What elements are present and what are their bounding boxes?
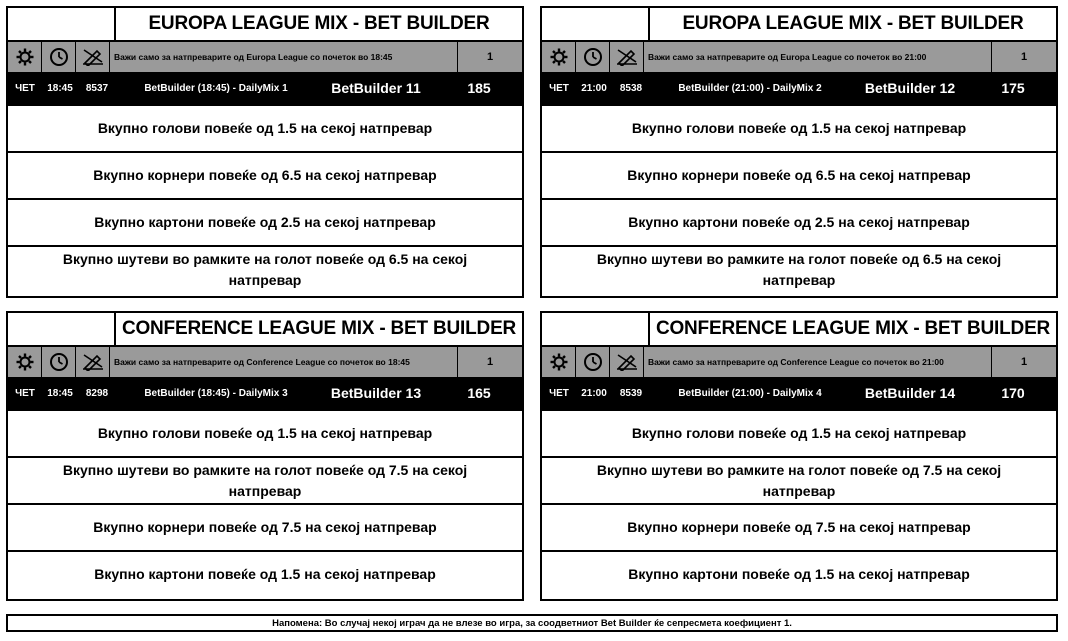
bet-code: 8539 xyxy=(619,387,643,399)
market-row: Вкупно картони повеќе од 1.5 на секој натпревар xyxy=(542,550,1056,597)
no-edit-icon xyxy=(610,42,644,72)
bet-card-conference-2100 xyxy=(540,311,1058,601)
gear-icon xyxy=(542,347,576,377)
market-row: Вкупно голови повеќе од 1.5 на секој натпревар xyxy=(542,409,1056,456)
clock-icon xyxy=(576,42,610,72)
validity-note: Важи само за натпреварите од Europa League со почеток во 21:00 xyxy=(644,42,992,72)
betbuilder-name: BetBuilder 11 xyxy=(331,80,421,96)
day: ЧЕТ xyxy=(15,82,35,94)
gear-icon xyxy=(8,347,42,377)
odds: 175 xyxy=(1001,80,1025,96)
market-row: Вкупно корнери повеќе од 6.5 на секој натпревар xyxy=(8,151,522,198)
time: 21:00 xyxy=(581,82,607,94)
footer-note: Напомена: Во случај некој играч да не влезе во игра, за соодветниот Bet Builder ќе сепресмета коефициент 1. xyxy=(6,614,1058,632)
clock-icon xyxy=(42,42,76,72)
market-row: Вкупно картони повеќе од 2.5 на секој натпревар xyxy=(542,198,1056,245)
mix-name: BetBuilder (18:45) - DailyMix 3 xyxy=(144,387,288,399)
no-edit-icon xyxy=(610,347,644,377)
bet-code: 8537 xyxy=(85,82,109,94)
bet-header-row xyxy=(542,377,1056,409)
betbuilder-name: BetBuilder 14 xyxy=(864,385,956,401)
market-row: Вкупно шутеви во рамките на голот повеќе од 6.5 на секој натпревар xyxy=(542,245,1056,292)
market-row: Вкупно картони повеќе од 1.5 на секој натпревар xyxy=(8,550,522,597)
mix-name: BetBuilder (21:00) - DailyMix 2 xyxy=(678,82,822,94)
market-row: Вкупно голови повеќе од 1.5 на секој натпревар xyxy=(8,104,522,151)
market-row: Вкупно шутеви во рамките на голот повеќе од 6.5 на секој натпревар xyxy=(8,245,522,292)
bet-code: 8538 xyxy=(619,82,643,94)
bet-code: 8298 xyxy=(85,387,109,399)
card-title: CONFERENCE LEAGUE MIX - BET BUILDER xyxy=(121,318,517,339)
odds: 170 xyxy=(1001,385,1025,401)
card-title: EUROPA LEAGUE MIX - BET BUILDER xyxy=(148,13,490,34)
no-edit-icon xyxy=(76,347,110,377)
validity-note: Важи само за натпреварите од Conference League со почеток во 21:00 xyxy=(644,347,992,377)
market-row: Вкупно шутеви во рамките на голот повеќе од 7.5 на секој натпревар xyxy=(8,456,522,503)
title-blank xyxy=(8,8,116,40)
clock-icon xyxy=(42,347,76,377)
market-row: Вкупно голови повеќе од 1.5 на секој натпревар xyxy=(542,104,1056,151)
market-row: Вкупно шутеви во рамките на голот повеќе од 7.5 на секој натпревар xyxy=(542,456,1056,503)
title-blank xyxy=(542,8,650,40)
bet-header-row xyxy=(542,72,1056,104)
market-row: Вкупно голови повеќе од 1.5 на секој натпревар xyxy=(8,409,522,456)
mix-name: BetBuilder (21:00) - DailyMix 4 xyxy=(678,387,822,399)
time: 21:00 xyxy=(581,387,607,399)
betbuilder-name: BetBuilder 12 xyxy=(864,80,956,96)
title-blank xyxy=(542,313,650,345)
odds: 165 xyxy=(467,385,491,401)
title-blank xyxy=(8,313,116,345)
card-title: EUROPA LEAGUE MIX - BET BUILDER xyxy=(682,13,1024,34)
odds: 185 xyxy=(467,80,491,96)
time: 18:45 xyxy=(47,387,73,399)
time: 18:45 xyxy=(47,82,73,94)
card-title: CONFERENCE LEAGUE MIX - BET BUILDER xyxy=(655,318,1051,339)
gear-icon xyxy=(542,42,576,72)
count: 1 xyxy=(1020,51,1028,63)
no-edit-icon xyxy=(76,42,110,72)
validity-note: Важи само за натпреварите од Europa League со почеток во 18:45 xyxy=(110,42,458,72)
bet-card-europa-2100 xyxy=(540,6,1058,298)
count: 1 xyxy=(1020,356,1028,368)
market-row: Вкупно картони повеќе од 2.5 на секој натпревар xyxy=(8,198,522,245)
market-row: Вкупно корнери повеќе од 7.5 на секој натпревар xyxy=(8,503,522,550)
market-row: Вкупно корнери повеќе од 6.5 на секој натпревар xyxy=(542,151,1056,198)
validity-note: Важи само за натпреварите од Conference League со почеток во 18:45 xyxy=(110,347,458,377)
clock-icon xyxy=(576,347,610,377)
count: 1 xyxy=(486,356,494,368)
day: ЧЕТ xyxy=(15,387,35,399)
betbuilder-name: BetBuilder 13 xyxy=(330,385,422,401)
mix-name: BetBuilder (18:45) - DailyMix 1 xyxy=(144,82,288,94)
day: ЧЕТ xyxy=(549,82,569,94)
bet-header-row xyxy=(8,377,522,409)
bet-card-conference-1845 xyxy=(6,311,524,601)
bet-card-europa-1845 xyxy=(6,6,524,298)
bet-header-row xyxy=(8,72,522,104)
day: ЧЕТ xyxy=(549,387,569,399)
market-row: Вкупно корнери повеќе од 7.5 на секој натпревар xyxy=(542,503,1056,550)
gear-icon xyxy=(8,42,42,72)
count: 1 xyxy=(486,51,494,63)
